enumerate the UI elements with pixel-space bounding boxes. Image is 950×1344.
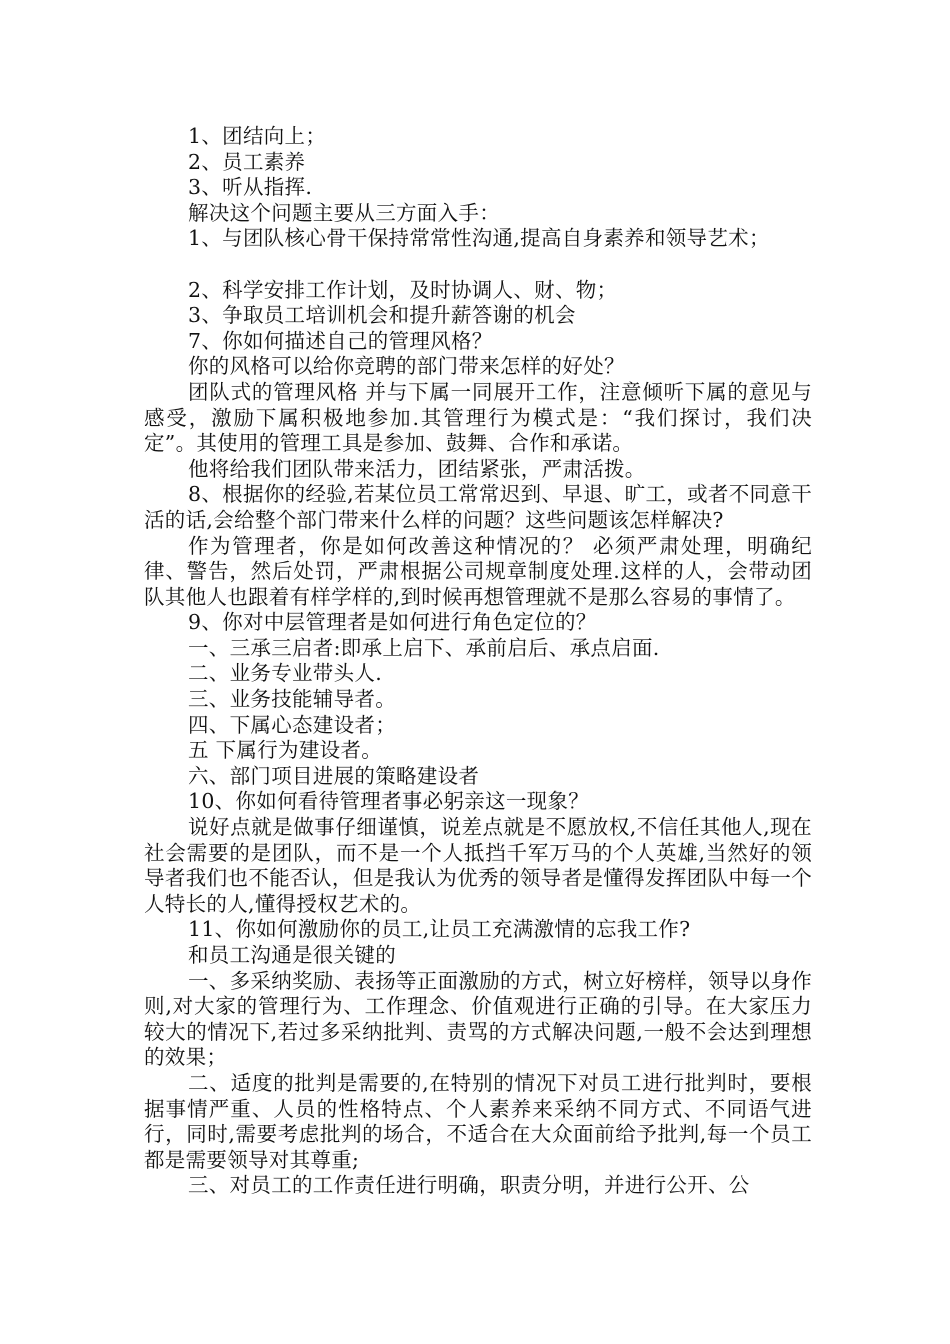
paragraph: 解决这个问题主要从三方面入手： bbox=[188, 200, 500, 225]
paragraph: 2、员工素养 bbox=[188, 149, 306, 174]
paragraph: 和员工沟通是很关键的 bbox=[188, 943, 396, 967]
question-heading: 11、你如何激励你的员工,让员工充满激情的忘我工作? bbox=[188, 917, 691, 942]
paragraph: 1、与团队核心骨干保持常常性沟通,提高自身素养和领导艺术； bbox=[188, 226, 770, 251]
paragraph: 3、争取员工培训机会和提升薪答谢的机会 bbox=[188, 303, 576, 328]
blank-line bbox=[144, 252, 812, 278]
question-heading: 8、根据你的经验,若某位员工常常迟到、早退、旷工，或者不同意干活的话,会给整个部门带来什么样的问题？这些问题该怎样解决? bbox=[144, 482, 812, 532]
paragraph: 你的风格可以给你竞聘的部门带来怎样的好处？ bbox=[188, 354, 625, 379]
paragraph: 六、部门项目进展的策略建设者 bbox=[188, 763, 480, 788]
paragraph: 一、多采纳奖励、表扬等正面激励的方式，树立好榜样，领导以身作则,对大家的管理行为、工作理念、价值观进行正确的引导。在大家压力较大的情况下,若过多采纳批判、责骂的方式解决问题,一般不会达到理想的效果； bbox=[144, 968, 812, 1070]
paragraph: 说好点就是做事仔细谨慎，说差点就是不愿放权,不信任其他人,现在社会需要的是团队，而不是一个人抵挡千军万马的个人英雄,当然好的领导者我们也不能否认，但是我认为优秀的领导者是懂得发挥团队中每一个人特长的人,懂得授权艺术的。 bbox=[144, 815, 812, 916]
paragraph: 团队式的管理风格 并与下属一同展开工作，注意倾听下属的意见与感受，激励下属积极地参加.其管理行为模式是：“我们探讨，我们决定”。其使用的管理工具是参加、鼓舞、合作和承诺。 bbox=[144, 379, 812, 456]
paragraph: 作为管理者，你是如何改善这种情况的？ 必须严肃处理，明确纪律、警告，然后处罚，严肃根据公司规章制度处理.这样的人，会带动团队其他人也跟着有样学样的,到时候再想管理就不是那么容易的事情了。 bbox=[144, 533, 812, 609]
paragraph: 1、团结向上； bbox=[188, 124, 327, 148]
paragraph: 二、适度的批判是需要的,在特别的情况下对员工进行批判时，要根据事情严重、人员的性格特点、个人素养来采纳不同方式、不同语气进行，同时,需要考虑批判的场合，不适合在大众面前给予批判,每一个员工都是需要领导对其尊重; bbox=[144, 1070, 812, 1172]
paragraph: 他将给我们团队带来活力，团结紧张，严肃活拨。 bbox=[188, 456, 646, 481]
document-body bbox=[144, 124, 812, 1199]
question-heading: 7、你如何描述自己的管理风格？ bbox=[188, 328, 493, 353]
paragraph: 2、科学安排工作计划，及时协调人、财、物； bbox=[188, 277, 618, 302]
paragraph: 三、业务技能辅导者。 bbox=[188, 687, 396, 712]
paragraph: 二、业务专业带头人. bbox=[188, 661, 383, 686]
question-heading: 10、你如何看待管理者事必躬亲这一现象？ bbox=[188, 789, 590, 814]
paragraph: 一、三承三启者:即承上启下、承前启后、承点启面. bbox=[188, 635, 660, 660]
paragraph: 四、下属心态建设者； bbox=[188, 712, 396, 737]
question-heading: 9、你对中层管理者是如何进行角色定位的？ bbox=[188, 610, 597, 635]
paragraph: 三、对员工的工作责任进行明确，职责分明，并进行公开、公 bbox=[188, 1173, 750, 1198]
paragraph: 3、听从指挥. bbox=[188, 175, 313, 200]
paragraph: 五 下属行为建设者。 bbox=[188, 738, 383, 763]
